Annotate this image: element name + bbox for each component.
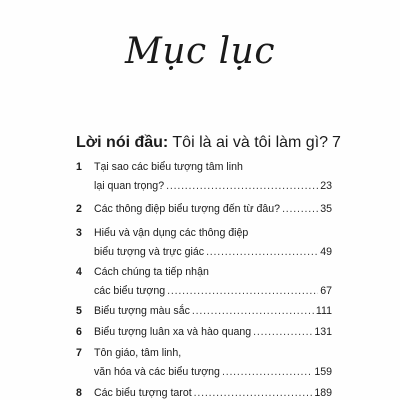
toc-page-number: 49 [320,246,332,258]
dot-leader [192,304,314,318]
toc-chapter-title: Biểu tượng màu sắc [94,305,190,317]
page-title: Mục lục [124,31,275,72]
toc-chapter-number: 4 [76,266,82,278]
toc-chapter-number: 3 [76,227,82,239]
toc-page-number: 131 [314,326,332,338]
toc-chapter-title: Cách chúng ta tiếp nhận [94,266,209,278]
dot-leader [167,284,318,298]
toc-page-number: 111 [315,305,332,317]
toc-page-number: 35 [320,203,332,215]
toc-page-number: 67 [320,285,332,297]
toc-chapter-title: Các thông điệp biểu tượng đến từ đâu? [94,203,281,215]
toc-preface-text: Tôi là ai và tôi làm gì? [168,134,329,151]
toc-chapter-title: các biểu tượng [94,285,166,297]
toc-chapter-number: 2 [76,203,82,215]
dot-leader [194,386,313,400]
toc-chapter-number: 8 [76,387,82,399]
toc-chapter-title: lại quan trọng? [94,180,165,192]
toc-preface-line [76,134,341,151]
dot-leader [282,202,318,216]
toc-page-number: 189 [314,387,332,399]
toc-chapter-title: biểu tượng và trực giác [94,246,205,258]
toc-chapter-title: văn hóa và các biểu tượng [94,366,220,378]
dot-leader [206,245,318,259]
toc-page-number: 23 [320,180,332,192]
toc-chapter-number: 7 [76,347,82,359]
toc-chapter-title: Hiểu và vận dụng các thông điệp [94,227,249,239]
toc-chapter-title: Tôn giáo, tâm linh, [94,347,182,359]
toc-preface-label: Lời nói đầu: [76,134,169,151]
toc-preface-title [76,134,328,152]
toc-page-number: 7 [332,134,341,151]
toc-chapter-title: Biểu tượng luân xa và hào quang [94,326,252,338]
dot-leader [222,365,312,379]
toc-page-number: 159 [314,366,332,378]
dot-leader [253,325,312,339]
toc-preface [76,134,341,151]
toc-chapter-number: 5 [76,305,82,317]
toc-chapter-number: 6 [76,326,82,338]
dot-leader [166,179,318,193]
toc-chapter-title: Các biểu tượng tarot [94,387,192,399]
toc-chapter-title: Tại sao các biểu tượng tâm linh [94,161,243,173]
toc-chapter-number: 1 [76,161,82,173]
